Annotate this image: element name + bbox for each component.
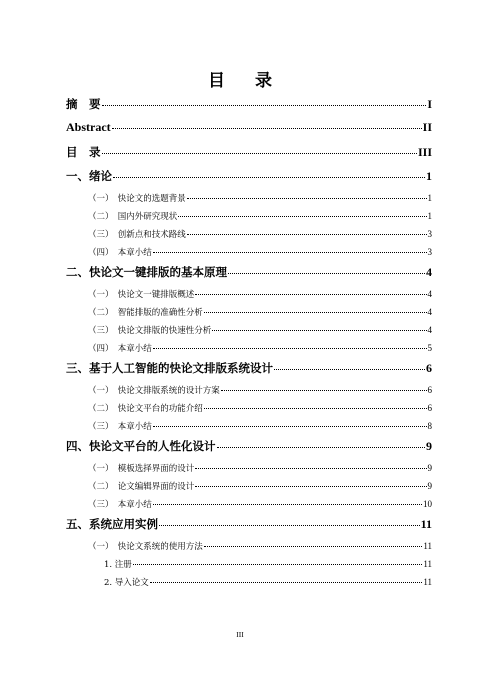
toc-entry-page-number: 4 xyxy=(427,325,432,335)
dot-leader xyxy=(195,486,426,487)
toc-entry-label: （四） 本章小结 xyxy=(88,248,152,258)
toc-entry-page-number: I xyxy=(427,97,432,111)
toc-entry[interactable] xyxy=(66,264,432,288)
toc-entry[interactable] xyxy=(66,192,432,210)
dot-leader xyxy=(204,408,427,409)
toc-entry-label: 一、绪论 xyxy=(66,169,112,183)
toc-entry-label: 四、快论文平台的人性化设计 xyxy=(66,439,216,453)
toc-entry-label: （二） 国内外研究现状 xyxy=(88,212,178,222)
toc-entry[interactable] xyxy=(66,306,432,324)
toc-entry-page-number: 3 xyxy=(427,229,432,239)
toc-entry[interactable] xyxy=(66,384,432,402)
dot-leader xyxy=(112,128,422,129)
toc-entry-page-number: 1 xyxy=(427,211,432,221)
toc-entry-label: （二） 智能排版的准确性分析 xyxy=(88,308,203,318)
page-number: III xyxy=(236,630,244,639)
toc-entry[interactable] xyxy=(66,360,432,384)
dot-leader xyxy=(153,348,427,349)
toc-entry-page-number: 10 xyxy=(423,499,432,509)
toc-entry-page-number: II xyxy=(422,120,432,134)
toc-entry[interactable] xyxy=(66,558,432,576)
toc-entry-page-number: 3 xyxy=(427,247,432,257)
toc-entry-page-number: 9 xyxy=(427,481,432,491)
toc-entry-label: （一） 快论文系统的使用方法 xyxy=(88,542,203,552)
dot-leader xyxy=(102,153,417,154)
toc-entry-label: （三） 本章小结 xyxy=(88,422,152,432)
dot-leader xyxy=(133,564,423,565)
dot-leader xyxy=(153,252,427,253)
toc-entry-page-number: 11 xyxy=(423,559,432,569)
toc-entry-page-number: 1 xyxy=(427,193,432,203)
toc-entry-label: （二） 论文编辑界面的设计 xyxy=(88,482,195,492)
toc-entry-label: 摘 要 xyxy=(66,97,101,111)
toc-entry[interactable] xyxy=(66,324,432,342)
toc-entry-page-number: 6 xyxy=(427,385,432,395)
toc-entry[interactable] xyxy=(66,96,432,120)
dot-leader xyxy=(187,198,427,199)
toc-entry-label: Abstract xyxy=(66,120,111,134)
toc-entry[interactable] xyxy=(66,168,432,192)
dot-leader xyxy=(153,426,427,427)
toc-entry-page-number: 11 xyxy=(423,577,432,587)
toc-entry-page-number: 6 xyxy=(427,403,432,413)
dot-leader xyxy=(221,390,427,391)
toc-entry-label: 2. 导入论文 xyxy=(104,578,149,588)
toc-entry-label: 目 录 xyxy=(66,145,101,159)
toc-entry[interactable] xyxy=(66,480,432,498)
toc-entry-label: （三） 快论文排版的快速性分析 xyxy=(88,326,212,336)
toc-entry[interactable] xyxy=(66,462,432,480)
toc-entry-label: 三、基于人工智能的快论文排版系统设计 xyxy=(66,361,273,375)
toc-entry-label: 1. 注册 xyxy=(104,560,132,570)
toc-entry-page-number: 9 xyxy=(427,463,432,473)
table-of-contents xyxy=(66,96,432,594)
toc-entry-label: （三） 本章小结 xyxy=(88,500,152,510)
toc-entry-page-number: 4 xyxy=(427,307,432,317)
toc-entry-page-number: 9 xyxy=(426,439,432,453)
dot-leader xyxy=(150,582,423,583)
toc-entry-label: （一） 快论文排版系统的设计方案 xyxy=(88,386,220,396)
toc-entry-page-number: 1 xyxy=(426,169,432,183)
toc-entry-page-number: 11 xyxy=(423,541,432,551)
dot-leader xyxy=(178,216,426,217)
toc-entry[interactable] xyxy=(66,246,432,264)
toc-entry[interactable] xyxy=(66,498,432,516)
toc-entry[interactable] xyxy=(66,402,432,420)
dot-leader xyxy=(204,312,427,313)
dot-leader xyxy=(212,330,426,331)
toc-entry-page-number: 8 xyxy=(427,421,432,431)
toc-entry[interactable] xyxy=(66,144,432,168)
dot-leader xyxy=(159,525,420,526)
toc-entry-label: 五、系统应用实例 xyxy=(66,517,158,531)
toc-entry[interactable] xyxy=(66,420,432,438)
dot-leader xyxy=(217,447,426,448)
toc-entry-page-number: III xyxy=(417,145,432,159)
toc-entry-page-number: 6 xyxy=(426,361,432,375)
dot-leader xyxy=(113,177,425,178)
toc-entry[interactable] xyxy=(66,342,432,360)
toc-entry[interactable] xyxy=(66,288,432,306)
dot-leader xyxy=(228,273,425,274)
toc-entry-label: （一） 模板选择界面的设计 xyxy=(88,464,195,474)
dot-leader xyxy=(153,504,422,505)
toc-entry-page-number: 4 xyxy=(427,289,432,299)
toc-entry[interactable] xyxy=(66,438,432,462)
toc-entry[interactable] xyxy=(66,120,432,144)
toc-entry-label: 二、快论文一键排版的基本原理 xyxy=(66,265,227,279)
toc-entry-label: （一） 快论文的选题背景 xyxy=(88,194,186,204)
toc-entry[interactable] xyxy=(66,516,432,540)
toc-entry-page-number: 4 xyxy=(426,265,432,279)
dot-leader xyxy=(274,369,425,370)
toc-entry[interactable] xyxy=(66,210,432,228)
toc-entry[interactable] xyxy=(66,540,432,558)
toc-entry-label: （三） 创新点和技术路线 xyxy=(88,230,186,240)
dot-leader xyxy=(187,234,427,235)
toc-entry-page-number: 11 xyxy=(420,517,432,531)
dot-leader xyxy=(204,546,423,547)
dot-leader xyxy=(195,468,426,469)
toc-entry-page-number: 5 xyxy=(427,343,432,353)
toc-entry-label: （四） 本章小结 xyxy=(88,344,152,354)
toc-entry[interactable] xyxy=(66,228,432,246)
page-title: 目 录 xyxy=(208,71,284,91)
toc-entry[interactable] xyxy=(66,576,432,594)
dot-leader xyxy=(102,105,427,106)
toc-entry-label: （一） 快论文一键排版概述 xyxy=(88,290,195,300)
dot-leader xyxy=(195,294,426,295)
toc-entry-label: （二） 快论文平台的功能介绍 xyxy=(88,404,203,414)
